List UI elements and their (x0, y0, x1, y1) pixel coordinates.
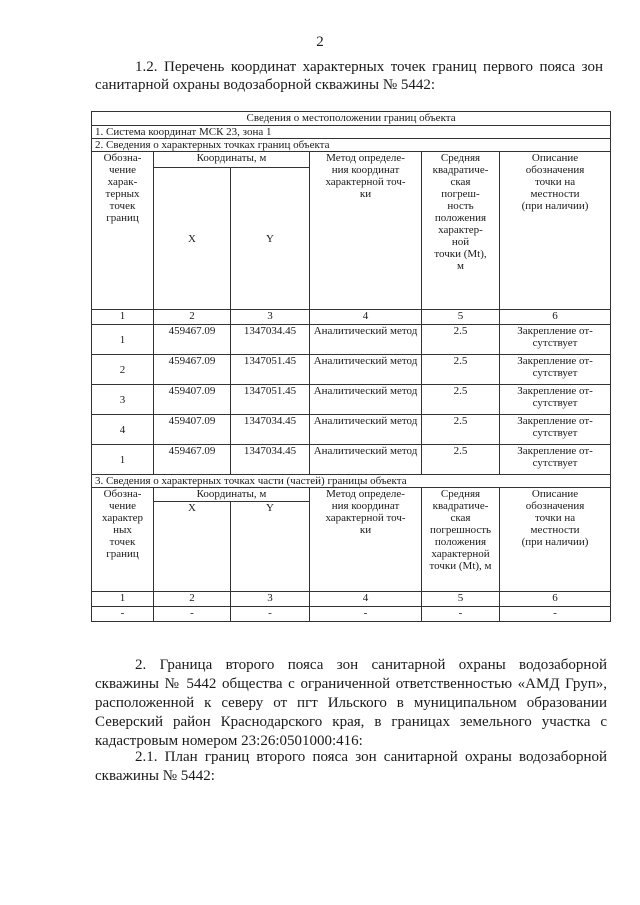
header-description: Описание обозначения точки на местности (при наличии) (500, 488, 611, 592)
column-number: 1 (92, 310, 154, 325)
error-value: 2.5 (422, 355, 500, 385)
empty-cell: - (154, 607, 231, 622)
point-number: 2 (92, 355, 154, 385)
method-value: Аналитический метод (310, 355, 422, 385)
x-value: 459407.09 (154, 415, 231, 445)
header-error: Средняя квадратиче- ская погрешность положения характерной точки (Mt), м (422, 488, 500, 592)
method-value: Аналитический метод (310, 415, 422, 445)
page-number: 2 (316, 34, 324, 50)
y-value: 1347051.45 (231, 385, 310, 415)
header-method: Метод определе- ния координат характерной точ- ки (310, 152, 422, 310)
error-value: 2.5 (422, 325, 500, 355)
y-value: 1347034.45 (231, 415, 310, 445)
coordinate-system-row: 1. Система координат МСК 23, зона 1 (92, 126, 611, 139)
method-value: Аналитический метод (310, 385, 422, 415)
header-description: Описание обозначения точки на местности (при наличии) (500, 152, 611, 310)
description-value: Закрепление от-сутствует (500, 385, 611, 415)
header-point: Обозна- чение характер ных точек границ (92, 488, 154, 592)
empty-cell: - (500, 607, 611, 622)
header-x: X (154, 168, 231, 310)
column-number: 2 (154, 592, 231, 607)
error-value: 2.5 (422, 445, 500, 475)
point-number: 1 (92, 325, 154, 355)
header-coordinates: Координаты, м (154, 488, 310, 502)
section-heading: 1.2. Перечень координат характерных точек границ первого пояса зон санитарной охраны водозаборной скважины № 5442: (95, 59, 603, 93)
x-value: 459467.09 (154, 445, 231, 475)
error-value: 2.5 (422, 385, 500, 415)
table-row (92, 415, 611, 445)
point-number: 4 (92, 415, 154, 445)
y-value: 1347034.45 (231, 445, 310, 475)
method-value: Аналитический метод (310, 445, 422, 475)
table-row (92, 445, 611, 475)
column-number: 1 (92, 592, 154, 607)
empty-cell: - (231, 607, 310, 622)
method-value: Аналитический метод (310, 325, 422, 355)
column-number: 3 (231, 592, 310, 607)
x-value: 459407.09 (154, 385, 231, 415)
table-row (92, 355, 611, 385)
header-y: Y (231, 168, 310, 310)
point-number: 3 (92, 385, 154, 415)
table-title: Сведения о местоположении границ объекта (92, 112, 611, 126)
column-number: 5 (422, 592, 500, 607)
header-x: X (154, 502, 231, 592)
description-value: Закрепление от-сутствует (500, 445, 611, 475)
paragraph-plan: 2.1. План границ второго пояса зон санитарной охраны водозаборной скважины № 5442: (95, 749, 607, 784)
table-row (92, 385, 611, 415)
empty-cell: - (92, 607, 154, 622)
header-y: Y (231, 502, 310, 592)
empty-cell: - (422, 607, 500, 622)
table-row (92, 607, 611, 622)
paragraph-second-zone: 2. Граница второго пояса зон санитарной охраны водозаборной скважины № 5442 общества с ограниченной ответственностью «АМД Груп», расположенной к северу от пгт Ильского в муниципальном образовании Северский район Краснодарского края, в границах земельного участка с кадастровым номером 23:26:0501000:416: (95, 657, 607, 749)
y-value: 1347051.45 (231, 355, 310, 385)
column-number: 2 (154, 310, 231, 325)
column-number: 5 (422, 310, 500, 325)
x-value: 459467.09 (154, 325, 231, 355)
column-number: 3 (231, 310, 310, 325)
error-value: 2.5 (422, 415, 500, 445)
point-number: 1 (92, 445, 154, 475)
column-number: 4 (310, 310, 422, 325)
x-value: 459467.09 (154, 355, 231, 385)
section-points-heading: 2. Сведения о характерных точках границ объекта (92, 139, 611, 152)
header-coordinates: Координаты, м (154, 152, 310, 168)
table-row (92, 325, 611, 355)
y-value: 1347034.45 (231, 325, 310, 355)
description-value: Закрепление от-сутствует (500, 325, 611, 355)
empty-cell: - (310, 607, 422, 622)
header-method: Метод определе- ния координат характерной точ- ки (310, 488, 422, 592)
header-point: Обозна- чение харак- терных точек границ (92, 152, 154, 310)
column-number: 4 (310, 592, 422, 607)
boundary-table (91, 111, 611, 622)
description-value: Закрепление от-сутствует (500, 415, 611, 445)
column-number: 6 (500, 592, 611, 607)
description-value: Закрепление от-сутствует (500, 355, 611, 385)
header-error: Средняя квадратиче- ская погреш- ность положения характер- ной точки (Mt), м (422, 152, 500, 310)
column-number: 6 (500, 310, 611, 325)
section-parts-heading: 3. Сведения о характерных точках части (частей) границы объекта (92, 475, 611, 488)
